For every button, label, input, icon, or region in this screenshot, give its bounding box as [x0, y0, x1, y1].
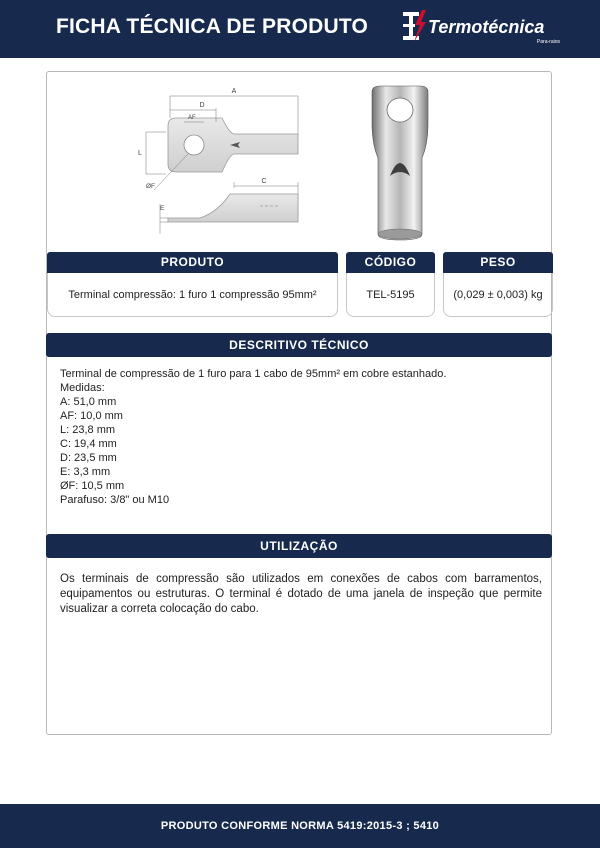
descritivo-line: AF: 10,0 mm — [60, 410, 123, 422]
label-f: ØF — [146, 183, 156, 190]
brand-subtitle: Para-raios — [536, 39, 560, 45]
descritivo-line: C: 19,4 mm — [60, 438, 117, 450]
section-descritivo-title: DESCRITIVO TÉCNICO — [46, 333, 552, 357]
header — [0, 0, 600, 58]
label-af: AF — [188, 115, 196, 121]
header-produto: PRODUTO — [47, 252, 338, 273]
descritivo-line: D: 23,5 mm — [60, 452, 117, 464]
brand-logo — [402, 9, 562, 49]
termotecnica-logo-icon — [402, 9, 428, 43]
label-e: E — [160, 205, 165, 212]
terminal-photo — [360, 84, 440, 242]
technical-drawing — [130, 82, 305, 242]
brand-name: Termotécnica — [428, 17, 545, 37]
descritivo-line: Medidas: — [60, 382, 105, 394]
utilizacao-text: Os terminais de compressão são utilizados em conexões de cabos com barramentos, equipamentos ou estruturas. O terminal é dotado de uma janela de inspeção que permite visualizar a correta colocação do cabo. — [60, 573, 542, 615]
section-utilizacao-title: UTILIZAÇÃO — [46, 534, 552, 558]
label-l: L — [138, 150, 142, 157]
header-peso: PESO — [443, 252, 553, 273]
header-codigo: CÓDIGO — [346, 252, 435, 273]
descritivo-line: A: 51,0 mm — [60, 396, 117, 408]
descritivo-line: L: 23,8 mm — [60, 424, 116, 436]
value-peso: (0,029 ± 0,003) kg — [443, 273, 553, 317]
value-produto: Terminal compressão: 1 furo 1 compressão 95mm² — [47, 273, 338, 317]
label-a: A — [231, 88, 237, 95]
descritivo-line: ØF: 10,5 mm — [60, 480, 125, 492]
terminal-hole — [184, 135, 204, 155]
label-d: D — [199, 102, 205, 109]
terminal-side-view — [168, 194, 298, 222]
descritivo-line: Parafuso: 3/8" ou M10 — [60, 494, 170, 506]
value-codigo: TEL-5195 — [346, 273, 435, 317]
descritivo-line: Terminal de compressão de 1 furo para 1 cabo de 95mm² em cobre estanhado. — [60, 368, 447, 380]
label-c: C — [261, 178, 267, 185]
page-title: FICHA TÉCNICA DE PRODUTO — [56, 15, 369, 38]
descritivo-line: E: 3,3 mm — [60, 466, 111, 478]
descritivo-text — [60, 367, 540, 507]
footer-norma: PRODUTO CONFORME NORMA 5419:2015-3 ; 5410 — [0, 804, 600, 848]
